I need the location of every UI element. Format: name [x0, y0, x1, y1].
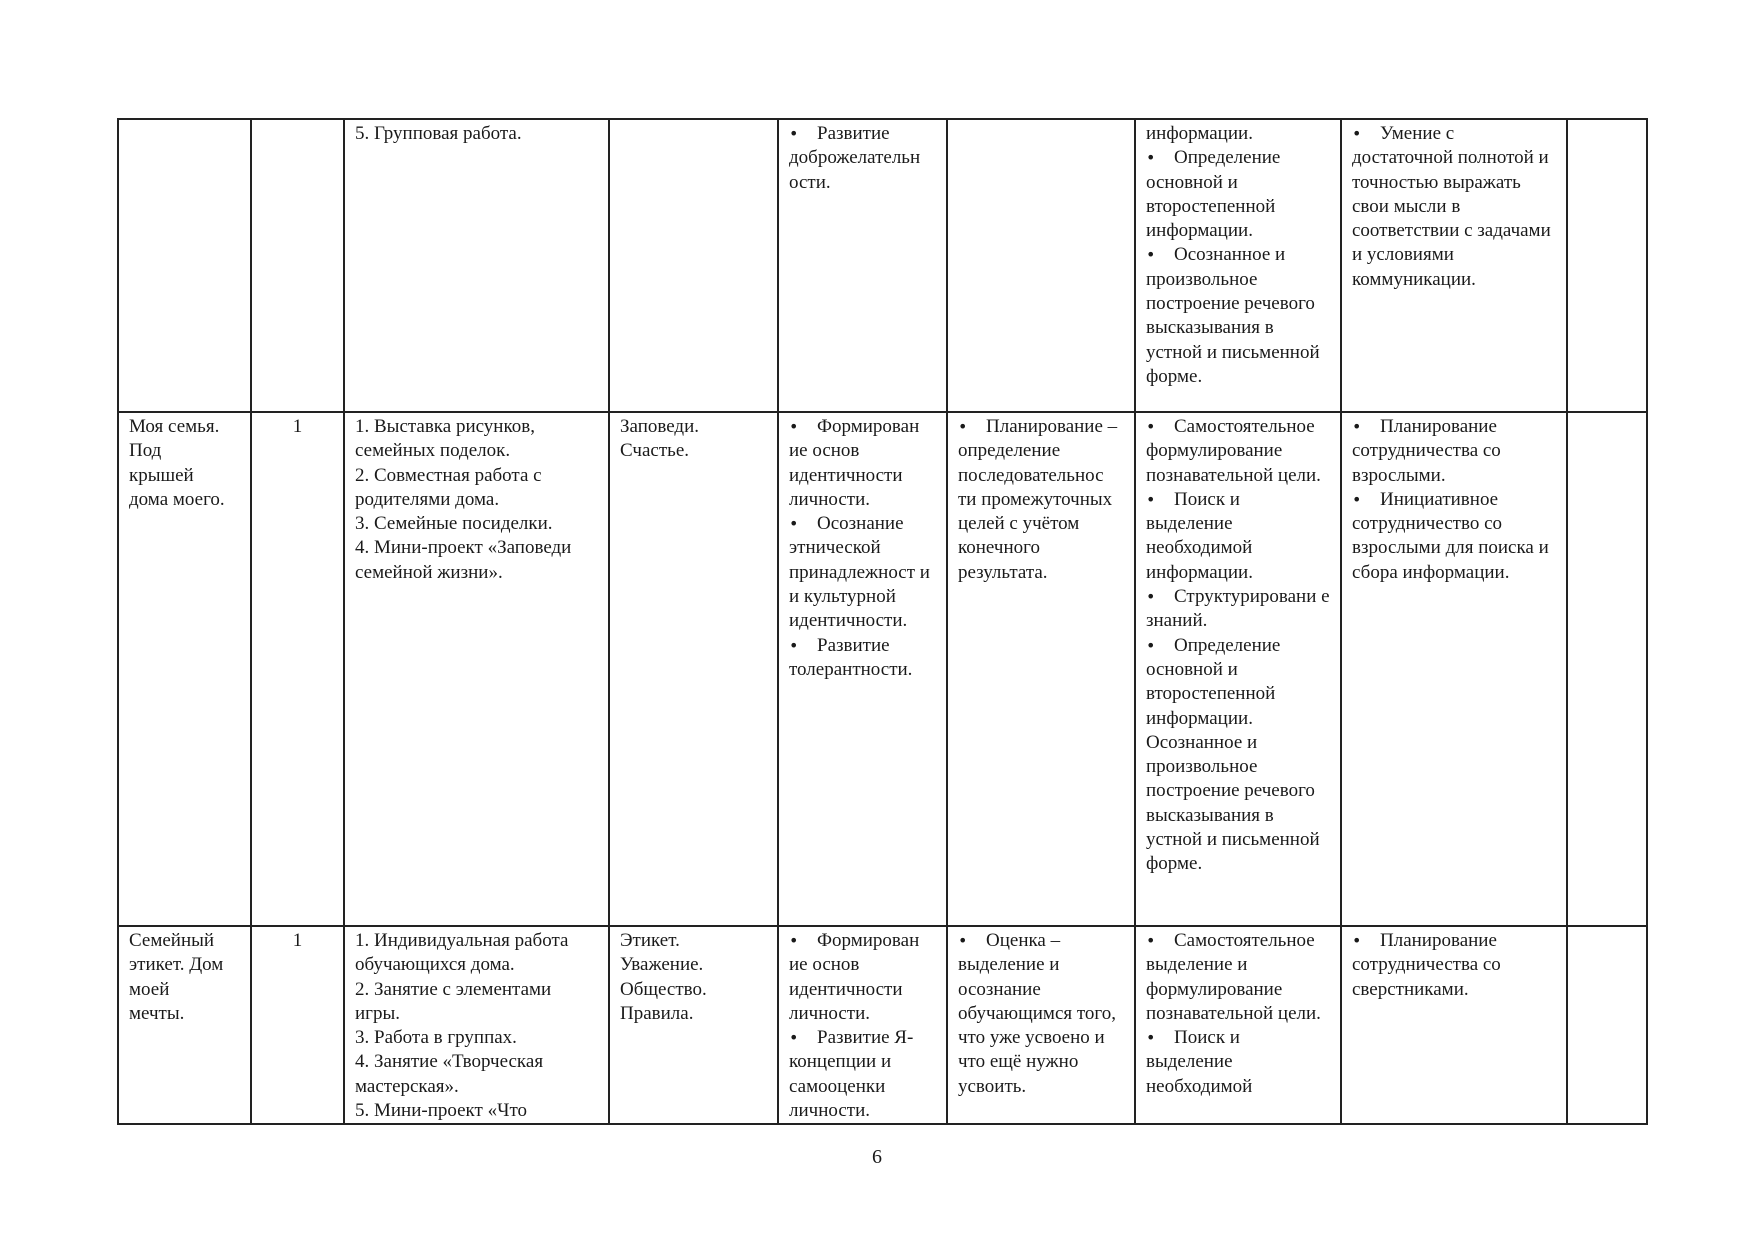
- bullet-item: • Развитие Я-концепции и самооценки личности.: [789, 1026, 936, 1123]
- text-line: 5. Групповая работа.: [355, 123, 522, 144]
- bullet-item: • Осознание этнической принадлежност и и культурной идентичности.: [789, 512, 936, 633]
- bullet-item: • Планирование сотрудничества со взрослыми.: [1352, 415, 1556, 488]
- hours-cell: [251, 119, 344, 412]
- hours-cell-text: 1: [292, 416, 303, 437]
- text-line: крышей: [129, 464, 194, 486]
- text-line: 3. Семейные посиделки.: [355, 513, 553, 535]
- regulatory-uud-cell: [947, 119, 1135, 412]
- text-line: 5. Мини-проект «Что: [355, 1100, 527, 1122]
- table-row: [118, 119, 1647, 412]
- bullet-item: • Осознанное и произвольное построение речевого высказывания в устной и письменной форме.: [1146, 243, 1330, 389]
- text-line: моей: [129, 978, 170, 1000]
- table-body: [118, 119, 1647, 1124]
- bullet-item: • Формирован ие основ идентичности личности.: [789, 929, 936, 1026]
- bullet-item: • Оценка – выделение и осознание обучающимся того, что уже усвоено и что ещё нужно усвоить.: [958, 929, 1124, 1099]
- bullet-item: • Самостоятельное формулирование познавательной цели.: [1146, 415, 1330, 488]
- forms-cell: [344, 119, 609, 412]
- communicative-uud-cell: [1341, 119, 1567, 412]
- personal-uud-cell: [778, 119, 947, 412]
- concepts-cell: [609, 926, 778, 1124]
- topic-cell: [118, 926, 251, 1124]
- text-line: этикет. Дом: [129, 954, 224, 976]
- text-line: 3. Работа в группах.: [355, 1027, 517, 1049]
- text-line: Под: [129, 440, 162, 462]
- bullet-item: • Умение с достаточной полнотой и точностью выражать свои мысли в соответствии с задачами и условиями коммуникации.: [1352, 122, 1556, 292]
- bullet-item: • Инициативное сотрудничество со взрослыми для поиска и сбора информации.: [1352, 488, 1556, 585]
- concepts-cell: [609, 412, 778, 926]
- topic-cell: [118, 119, 251, 412]
- thematic-plan-table: [117, 118, 1648, 1125]
- communicative-uud-cell: [1341, 412, 1567, 926]
- topic-cell: [118, 412, 251, 926]
- text-line: Моя семья.: [129, 416, 220, 437]
- bullet-item: • Развитие толерантности.: [789, 634, 936, 683]
- bullet-item: • Планирование – определение последовательнос ти промежуточных целей с учётом конечного результата.: [958, 415, 1124, 585]
- bullet-item: • Самостоятельное выделение и формулирование познавательной цели.: [1146, 929, 1330, 1026]
- bullet-item: • Поиск и выделение необходимой: [1146, 1026, 1330, 1099]
- hours-cell-text: 1: [292, 930, 303, 951]
- text-line: дома моего.: [129, 488, 225, 510]
- cognitive-uud-cell: [1135, 926, 1341, 1124]
- text-line: Уважение.: [620, 954, 704, 976]
- forms-cell: [344, 926, 609, 1124]
- text-line: 2. Совместная работа с родителями дома.: [355, 464, 542, 510]
- notes-cell: [1567, 926, 1647, 1124]
- bullet-item: • Структурировани е знаний.: [1146, 585, 1330, 634]
- text-line: 4. Мини-проект «Заповеди семейной жизни».: [355, 537, 572, 583]
- text-line: 1. Индивидуальная работа обучающихся дома.: [355, 930, 569, 976]
- bullet-item: • Формирован ие основ идентичности личности.: [789, 415, 936, 512]
- notes-cell: [1567, 412, 1647, 926]
- text-line: Этикет.: [620, 930, 680, 951]
- hours-cell: [251, 926, 344, 1124]
- text-line: Общество.: [620, 978, 707, 1000]
- text-line: 1. Выставка рисунков, семейных поделок.: [355, 416, 535, 462]
- text-line: Заповеди.: [620, 416, 699, 437]
- communicative-uud-cell: [1341, 926, 1567, 1124]
- concepts-cell: [609, 119, 778, 412]
- cognitive-uud-cell: [1135, 119, 1341, 412]
- hours-cell: [251, 412, 344, 926]
- text-line: 4. Занятие «Творческая мастерская».: [355, 1051, 544, 1097]
- text-line: мечты.: [129, 1002, 185, 1024]
- bullet-item: • Поиск и выделение необходимой информации.: [1146, 488, 1330, 585]
- bullet-item: • Планирование сотрудничества со сверстниками.: [1352, 929, 1556, 1002]
- regulatory-uud-cell: [947, 926, 1135, 1124]
- text-line: 2. Занятие с элементами игры.: [355, 978, 552, 1024]
- regulatory-uud-cell: [947, 412, 1135, 926]
- text-line: Правила.: [620, 1002, 694, 1024]
- text-line: Счастье.: [620, 440, 689, 462]
- text-line: Семейный: [129, 930, 215, 951]
- text-line: Осознанное и произвольное построение речевого высказывания в устной и письменной форме.: [1146, 731, 1320, 875]
- bullet-item: • Определение основной и второстепенной информации.: [1146, 634, 1330, 731]
- personal-uud-cell: [778, 412, 947, 926]
- table-row: [118, 412, 1647, 926]
- forms-cell: [344, 412, 609, 926]
- cognitive-uud-cell: [1135, 412, 1341, 926]
- text-line: информации.: [1146, 123, 1253, 144]
- notes-cell: [1567, 119, 1647, 412]
- personal-uud-cell: [778, 926, 947, 1124]
- bullet-item: • Развитие доброжелательн ости.: [789, 122, 936, 195]
- bullet-item: • Определение основной и второстепенной информации.: [1146, 146, 1330, 243]
- page-number: 6: [872, 1146, 882, 1168]
- table-row: [118, 926, 1647, 1124]
